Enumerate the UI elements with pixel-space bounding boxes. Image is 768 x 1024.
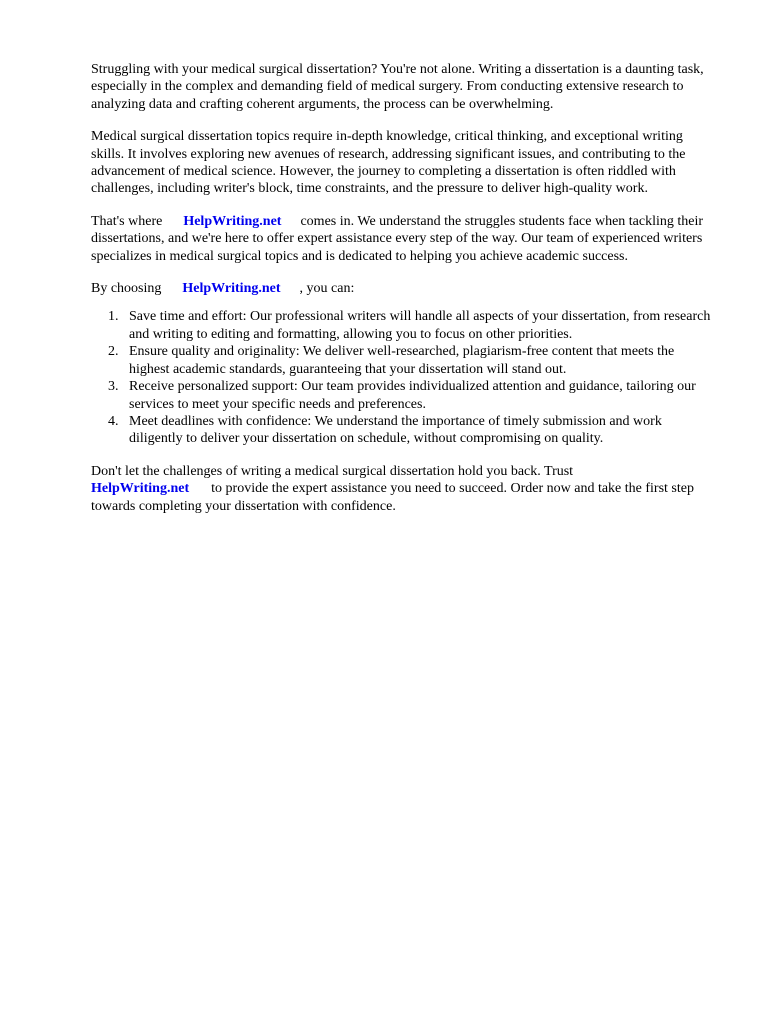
service-paragraph <box>91 213 716 265</box>
intro-paragraph: Struggling with your medical surgical dissertation? You're not alone. Writing a dissertation is a daunting task, especially in the complex and demanding field of medical surgery. From conducting extensive research to analyzing data and crafting coherent arguments, the process can be overwhelming. <box>91 62 704 112</box>
list-item <box>108 343 716 378</box>
list-item-number: 4. <box>108 413 119 429</box>
list-item <box>108 413 716 448</box>
choosing-paragraph <box>91 280 716 297</box>
closing-text-before: Don't let the challenges of writing a medical surgical dissertation hold you back. Trust <box>91 463 574 479</box>
list-item <box>108 378 716 413</box>
list-item-text: Receive personalized support: Our team provides individualized attention and guidance, tailoring our services to meet your specific needs and preferences. <box>129 379 696 412</box>
list-item-number: 3. <box>108 379 119 395</box>
helpwriting-link[interactable]: HelpWriting.net <box>91 481 190 497</box>
topics-paragraph: Medical surgical dissertation topics require in-depth knowledge, critical thinking, and exceptional writing skills. It involves exploring new avenues of research, addressing significant issues, and contributing to the advancement of medical science. However, the journey to completing a dissertation is often riddled with challenges, including writer's block, time constraints, and the pressure to deliver high-quality work. <box>91 129 686 197</box>
helpwriting-link[interactable]: HelpWriting.net <box>182 281 281 297</box>
list-item-text: Save time and effort: Our professional writers will handle all aspects of your dissertation, from research and writing to editing and formatting, allowing you to focus on other priorities. <box>129 309 711 342</box>
benefits-list <box>91 308 716 447</box>
list-item-number: 2. <box>108 344 119 360</box>
list-item-text: Ensure quality and originality: We deliver well-researched, plagiarism-free content that meets the highest academic standards, guaranteeing that your dissertation will stand out. <box>129 344 675 377</box>
service-text-before: That's where <box>91 213 163 229</box>
choosing-text-after: , you can: <box>299 281 355 297</box>
service-text-after: comes in. We understand the struggles students face when tackling their dissertations, and we're here to offer expert assistance every step of the way. Our team of experienced writers specializes in medical surgical topics and is dedicated to helping you achieve academic success. <box>91 213 704 264</box>
choosing-text-before: By choosing <box>91 281 162 297</box>
list-item-number: 1. <box>108 309 119 325</box>
closing-paragraph <box>91 463 716 515</box>
helpwriting-link[interactable]: HelpWriting.net <box>183 213 282 229</box>
closing-text-after: to provide the expert assistance you need to succeed. Order now and take the first step towards completing your dissertation with confidence. <box>91 481 694 514</box>
list-item <box>108 308 716 343</box>
list-item-text: Meet deadlines with confidence: We understand the importance of timely submission and work diligently to deliver your dissertation on schedule, without compromising on quality. <box>129 413 662 447</box>
document-page <box>91 61 716 515</box>
